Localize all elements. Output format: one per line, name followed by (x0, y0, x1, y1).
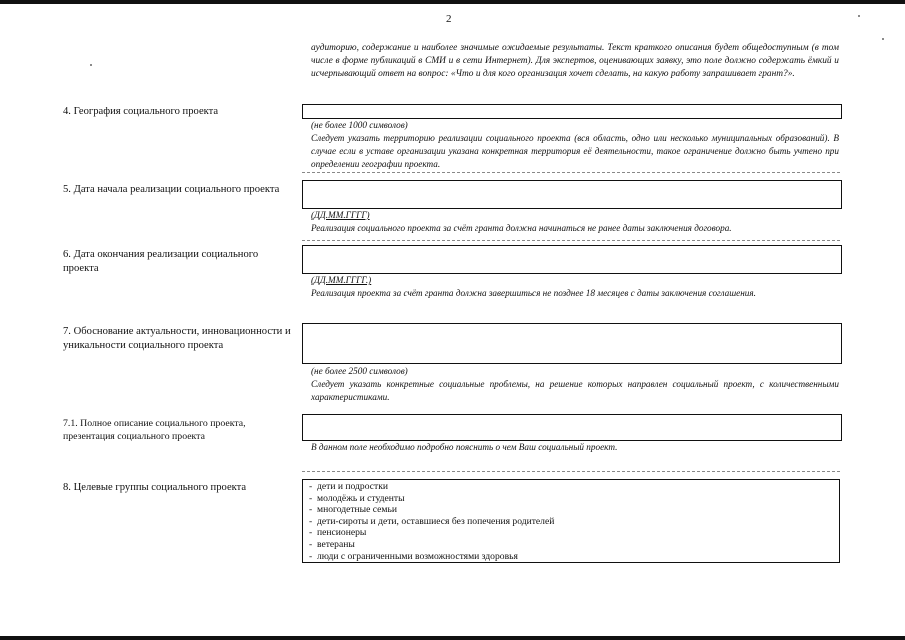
intro-text: аудиторию, содержание и наиболее значимые ожидаемые результаты. Текст краткого описания будет общедоступным (в том числе в форме публикаций в СМИ и в сети Интернет). Для экспертов, оценивающих заявку, это поле должно содержать ёмкий и исчерпывающий ответ на вопрос: «Что и для кого организация хочет сделать, на какую работу запрашивает грант?». (311, 43, 839, 79)
start-date-field[interactable] (302, 180, 842, 209)
full-description-label: 7.1. Полное описание социального проекта, презентация социального проекта (63, 418, 246, 442)
full-description-hint: В данном поле необходимо подробно пояснить о чем Ваш социальный проект. (311, 442, 618, 452)
relevance-label: 7. Обоснование актуальности, инновационности и уникальности социального проекта (63, 326, 291, 351)
target-group-item[interactable]: - ветераны (303, 539, 839, 551)
end-date-hint: Реализация проекта за счёт гранта должна завершиться не позднее 18 месяцев с даты заключения соглашения. (311, 288, 756, 298)
target-group-item[interactable]: - пенсионеры (303, 527, 839, 539)
scan-top-border (0, 0, 905, 4)
geography-hint: Следует указать территорию реализации социального проекта (вся область, одно или несколько муниципальных образований). В случае если в уставе организации указана конкретная территория её деятельности, такое ограничение должно быть учтено при определении географии проекта. (311, 133, 839, 169)
end-date-format: (ДД.ММ.ГГГГ.) (311, 275, 372, 285)
target-groups-list (302, 479, 840, 563)
target-group-item[interactable]: - молодёжь и студенты (303, 493, 839, 505)
separator-line (302, 240, 840, 241)
start-date-format: (ДД.ММ.ГГГГ) (311, 210, 370, 220)
scan-speck (90, 64, 92, 66)
geography-limit: (не более 1000 символов) (311, 120, 408, 130)
end-date-note (311, 274, 839, 300)
end-date-label: 6. Дата окончания реализации социального проекта (63, 249, 259, 274)
scan-speck (858, 15, 860, 17)
end-date-field[interactable] (302, 245, 842, 274)
full-description-note (311, 441, 839, 454)
separator-line (302, 172, 840, 173)
target-group-item[interactable]: - дети-сироты и дети, оставшиеся без попечения родителей (303, 516, 839, 528)
relevance-hint: Следует указать конкретные социальные проблемы, на решение которых направлен социальный проект, с количественными характеристиками. (311, 379, 839, 402)
target-group-item[interactable]: - многодетные семьи (303, 504, 839, 516)
scan-speck (882, 38, 884, 40)
scan-bottom-border (0, 636, 905, 640)
target-group-item[interactable]: - дети и подростки (303, 481, 839, 493)
relevance-note (311, 365, 839, 404)
relevance-limit: (не более 2500 символов) (311, 366, 408, 376)
target-group-item[interactable]: - люди с ограниченными возможностями здоровья (303, 551, 839, 563)
geography-field[interactable] (302, 104, 842, 119)
start-date-label: 5. Дата начала реализации социального проекта (63, 184, 280, 195)
page-number: 2 (446, 13, 452, 25)
start-date-hint: Реализация социального проекта за счёт гранта должна начинаться не ранее даты заключения договора. (311, 223, 732, 233)
separator-line (302, 471, 840, 472)
geography-label: 4. География социального проекта (63, 106, 219, 117)
start-date-note (311, 209, 839, 235)
relevance-field[interactable] (302, 323, 842, 364)
geography-note (311, 119, 839, 171)
target-groups-label: 8. Целевые группы социального проекта (63, 482, 247, 493)
full-description-field[interactable] (302, 414, 842, 441)
